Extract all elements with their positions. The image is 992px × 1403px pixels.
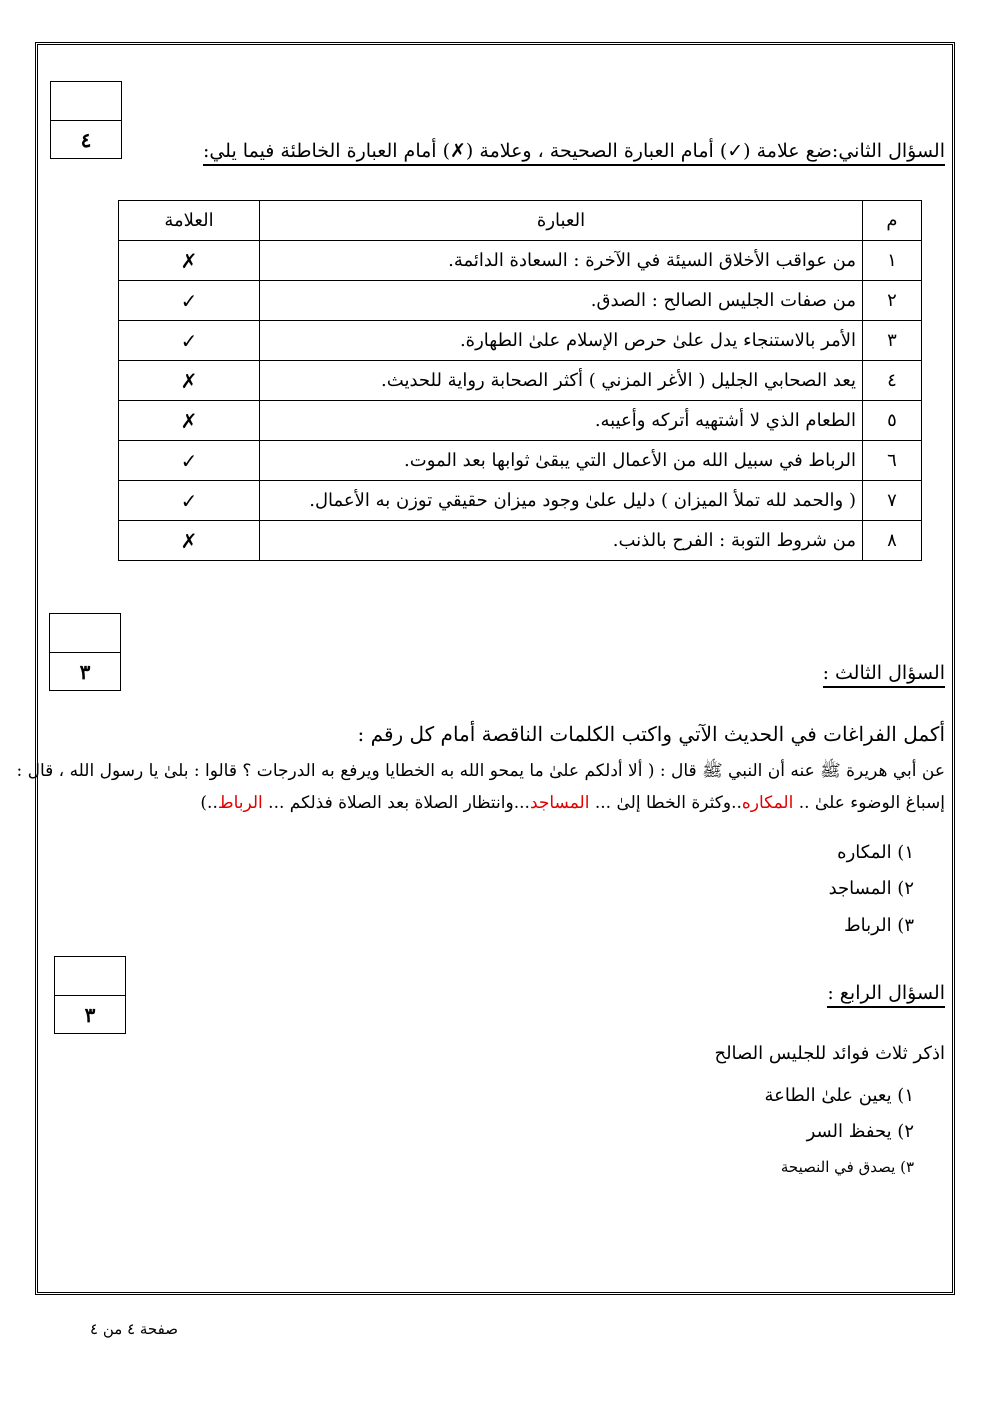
check-mark-icon: ✓ — [119, 441, 260, 481]
row-number: ٢ — [863, 281, 922, 321]
q4-score-box — [54, 956, 126, 1034]
score-max: ٤ — [80, 128, 92, 152]
row-number: ٣ — [863, 321, 922, 361]
table-row — [119, 441, 922, 481]
table-row — [119, 401, 922, 441]
check-mark-icon: ✓ — [119, 321, 260, 361]
hadith-line-2 — [200, 793, 945, 813]
answer-inline-1: المكاره — [741, 793, 794, 813]
hadith-line-1: عن أبي هريرة ﷺ عنه أن النبي ﷺ قال : ( ألا أدلكم علىٰ ما يمحو الله به الخطايا ويرفع به الدرجات ؟ قالوا : بلىٰ يا رسول الله ، قال : — [16, 761, 945, 781]
q3-answer-2: ٢) المساجد — [828, 878, 914, 899]
q3-instruction: أكمل الفراغات في الحديث الآتي واكتب الكلمات الناقصة أمام كل رقم : — [357, 722, 945, 746]
row-statement: الرباط في سبيل الله من الأعمال التي يبقىٰ ثوابها بعد الموت. — [260, 441, 863, 481]
q3-score-box — [49, 613, 121, 691]
hadith-text: ...وانتظار الصلاة بعد الصلاة فذلكم ... — [262, 793, 530, 813]
row-number: ٦ — [863, 441, 922, 481]
row-statement: من عواقب الأخلاق السيئة في الآخرة : السعادة الدائمة. — [260, 241, 863, 281]
q4-answer-3: ٣) يصدق في النصيحة — [780, 1158, 914, 1176]
score-max: ٣ — [79, 660, 91, 684]
row-statement: ( والحمد لله تملأ الميزان ) دليل علىٰ وجود ميزان حقيقي توزن به الأعمال. — [260, 481, 863, 521]
q4-answer-1: ١) يعين علىٰ الطاعة — [764, 1085, 914, 1106]
q4-instruction: اذكر ثلاث فوائد للجليس الصالح — [714, 1043, 945, 1064]
header-num: م — [863, 201, 922, 241]
q2-score-box — [50, 81, 122, 159]
true-false-table — [118, 200, 922, 561]
table-row — [119, 361, 922, 401]
score-blank — [51, 82, 121, 121]
cross-mark-icon: ✗ — [119, 241, 260, 281]
q3-answer-1: ١) المكاره — [837, 842, 914, 863]
row-statement: من شروط التوبة : الفرح بالذنب. — [260, 521, 863, 561]
score-blank — [50, 614, 120, 653]
q4-answer-2: ٢) يحفظ السر — [806, 1121, 914, 1142]
q3-answer-3: ٣) الرباط — [844, 915, 914, 936]
header-text: العبارة — [260, 201, 863, 241]
row-statement: الطعام الذي لا أشتهيه أتركه وأعيبه. — [260, 401, 863, 441]
row-number: ١ — [863, 241, 922, 281]
answer-inline-2: المساجد — [529, 793, 590, 813]
cross-mark-icon: ✗ — [119, 361, 260, 401]
row-number: ٧ — [863, 481, 922, 521]
row-number: ٥ — [863, 401, 922, 441]
row-statement: الأمر بالاستنجاء يدل علىٰ حرص الإسلام علىٰ الطهارة. — [260, 321, 863, 361]
row-statement: يعد الصحابي الجليل ( الأغر المزني ) أكثر الصحابة رواية للحديث. — [260, 361, 863, 401]
row-number: ٨ — [863, 521, 922, 561]
page-number: صفحة ٤ من ٤ — [90, 1320, 178, 1338]
hadith-text: ..وكثرة الخطا إلىٰ ... — [589, 793, 742, 813]
hadith-text: ..) — [200, 793, 218, 813]
score-blank — [55, 957, 125, 996]
table-row — [119, 521, 922, 561]
table-row — [119, 281, 922, 321]
table-row — [119, 481, 922, 521]
header-mark: العلامة — [119, 201, 260, 241]
table-row — [119, 241, 922, 281]
score-max: ٣ — [84, 1003, 96, 1027]
cross-mark-icon: ✗ — [119, 521, 260, 561]
row-number: ٤ — [863, 361, 922, 401]
q3-heading: السؤال الثالث : — [823, 662, 945, 688]
table-row — [119, 321, 922, 361]
row-statement: من صفات الجليس الصالح : الصدق. — [260, 281, 863, 321]
check-mark-icon: ✓ — [119, 281, 260, 321]
q4-heading: السؤال الرابع : — [827, 982, 945, 1008]
check-mark-icon: ✓ — [119, 481, 260, 521]
answer-inline-3: الرباط — [217, 793, 263, 813]
q2-heading: السؤال الثاني:ضع علامة (✓) أمام العبارة الصحيحة ، وعلامة (✗) أمام العبارة الخاطئة فيما يلي: — [203, 140, 945, 166]
cross-mark-icon: ✗ — [119, 401, 260, 441]
hadith-text: إسباغ الوضوء علىٰ .. — [793, 793, 945, 813]
